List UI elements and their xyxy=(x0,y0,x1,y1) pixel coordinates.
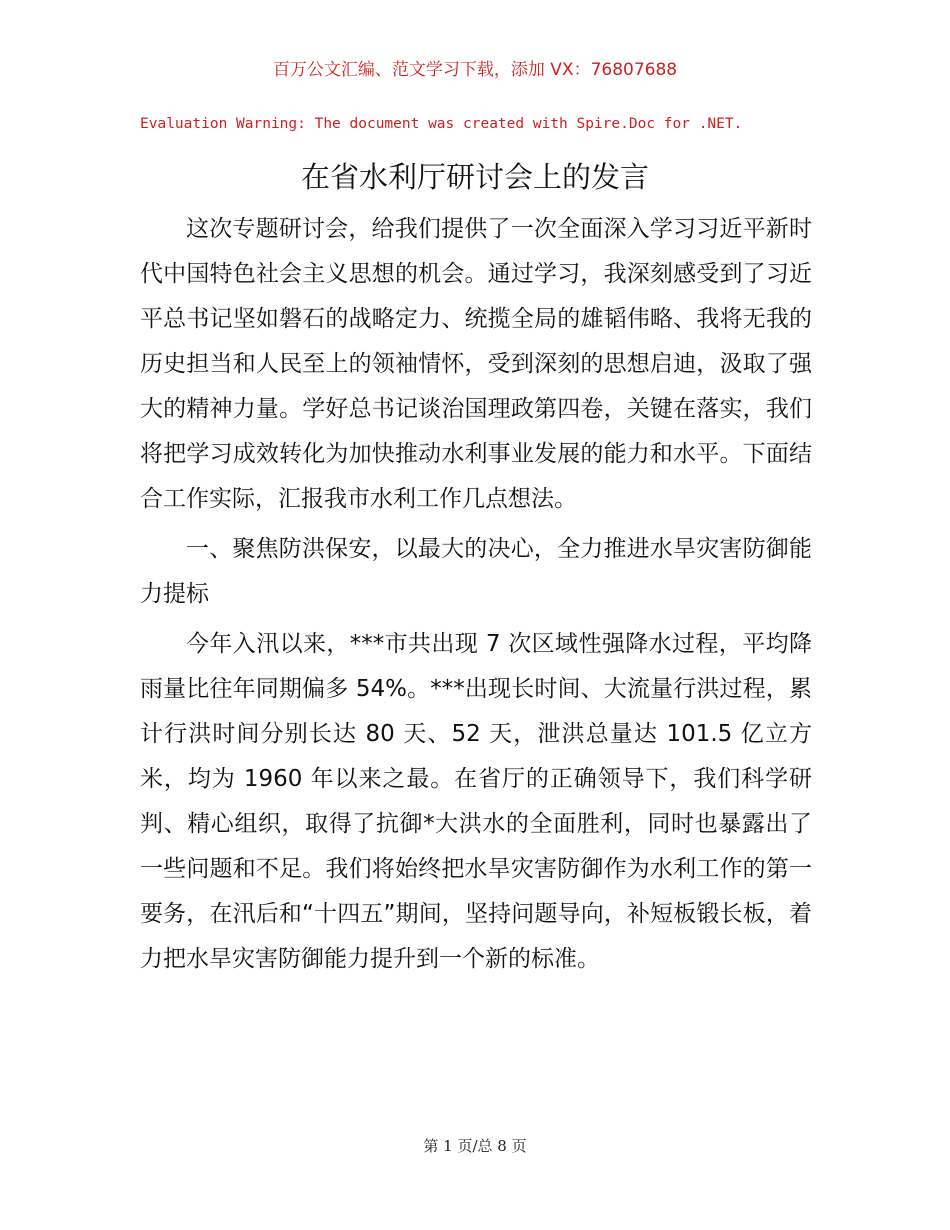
evaluation-warning: Evaluation Warning: The document was created with Spire.Doc for .NET. xyxy=(140,116,743,132)
download-banner: 百万公文汇编、范文学习下载，添加 VX：76807688 xyxy=(272,60,678,80)
paragraph-flood-control: 今年入汛以来，***市共出现 7 次区域性强降水过程，平均降雨量比往年同期偏多 54%。***出现长时间、大流量行洪过程，累计行洪时间分别长达 80 天、52 天，泄洪总量达 101.5 亿立方米，均为 1960 年以来之最。在省厅的正确领导下，我们科学研判、精心组织，取得了抗御*大洪水的全面胜利，同时也暴露出了一些问题和不足。我们将始终把水旱灾害防御作为水利工作的第一要务，在汛后和“十四五”期间，坚持问题导向，补短板锻长板，着力把水旱灾害防御能力提升到一个新的标准。 xyxy=(140,631,812,972)
paragraph-intro: 这次专题研讨会，给我们提供了一次全面深入学习习近平新时代中国特色社会主义思想的机会。通过学习，我深刻感受到了习近平总书记坚如磐石的战略定力、统揽全局的雄韬伟略、我将无我的历史担当和人民至上的领袖情怀，受到深刻的思想启迪，汲取了强大的精神力量。学好总书记谈治国理政第四卷，关键在落实，我们将把学习成效转化为加快推动水利事业发展的能力和水平。下面结合工作实际，汇报我市水利工作几点想法。 xyxy=(140,216,812,512)
document-title: 在省水利厅研讨会上的发言 xyxy=(300,160,649,194)
section-heading-1: 一、聚焦防洪保安，以最大的决心，全力推进水旱灾害防御能力提标 xyxy=(140,536,812,607)
page-number: 第 1 页/总 8 页 xyxy=(423,1137,527,1155)
document-body xyxy=(140,207,812,982)
